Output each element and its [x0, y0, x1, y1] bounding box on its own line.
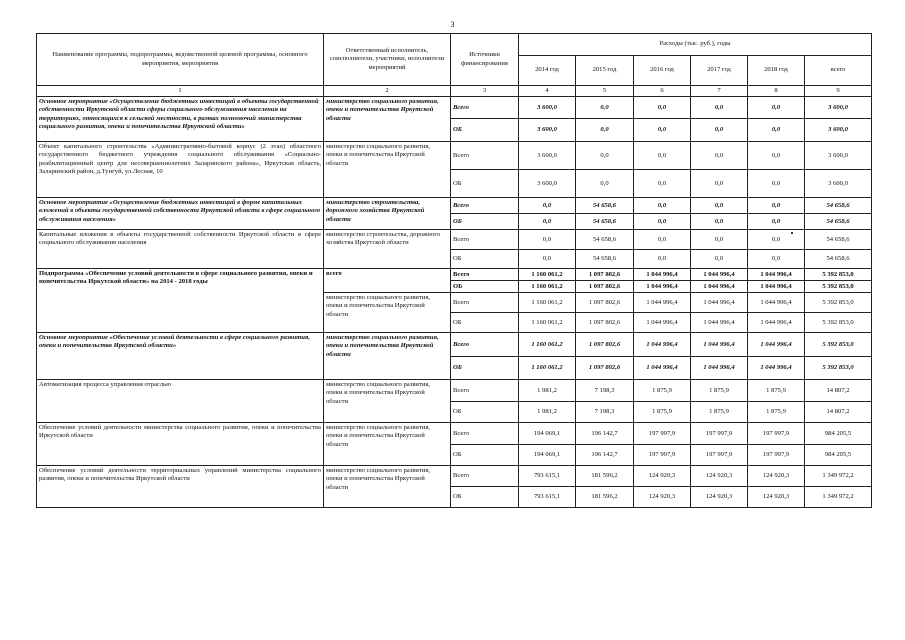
column-number: 6 [634, 86, 691, 97]
table-row [37, 466, 872, 487]
value-year: 1 981,2 [519, 380, 576, 402]
value-year: 54 658,6 [576, 250, 634, 269]
value-total: 3 600,0 [805, 142, 872, 170]
value-total: 1 349 972,2 [805, 466, 872, 487]
item-executor: министерство социального развития, опеки и попечительства Иркутской области [324, 142, 451, 198]
value-year: 1 044 996,4 [691, 333, 748, 357]
value-year: 3 600,0 [519, 97, 576, 119]
value-year: 0,0 [748, 214, 805, 230]
value-year: 1 097 802,6 [576, 293, 634, 313]
value-year: 1 160 061,2 [519, 269, 576, 281]
item-name: Капитальные вложения в объекты государственной собственности Иркутской области в сфере социального обслуживания населения [37, 230, 324, 269]
value-year: 1 981,2 [519, 402, 576, 423]
value-year: 0,0 [576, 119, 634, 142]
value-year: 194 069,1 [519, 445, 576, 466]
header-name: Наименование программы, подпрограммы, ведомственной целевой программы, основного мероприятия, мероприятия [37, 34, 324, 86]
header-executor: Ответственный исполнитель, соисполнители, участники, исполнители мероприятий [324, 34, 451, 86]
value-total: 3 600,0 [805, 97, 872, 119]
header-row [37, 34, 872, 56]
table-row [37, 142, 872, 170]
item-executor: министерство социального развития, опеки и попечительства Иркутской области [324, 333, 451, 380]
value-year: 1 875,9 [691, 402, 748, 423]
item-executor: министерство социального развития, опеки и попечительства Иркутской области [324, 380, 451, 423]
value-year: 0,0 [519, 230, 576, 250]
value-year: 0,0 [748, 198, 805, 214]
value-year: 0,0 [634, 214, 691, 230]
subprogram-name: Подпрограмма «Обеспечение условий деятельности в сфере социального развития, опеки и попечительства Иркутской области» на 2014 - 2018 годы [37, 269, 324, 333]
value-total: 5 392 853,0 [805, 281, 872, 293]
value-year: 1 044 996,4 [748, 357, 805, 380]
funding-source: Всего [451, 293, 519, 313]
value-year: 3 600,0 [519, 170, 576, 198]
value-year: 196 142,7 [576, 423, 634, 445]
value-year: 54 658,6 [576, 214, 634, 230]
value-year: 124 920,3 [748, 466, 805, 487]
funding-source: Всего [451, 230, 519, 250]
value-year: 0,0 [519, 198, 576, 214]
value-year: 181 596,2 [576, 487, 634, 508]
item-name: Основное мероприятие «Осуществление бюджетных инвестиций в форме капитальных вложений в объекты государственной собственности Иркутской области в сфере социального обслуживания населения» [37, 198, 324, 230]
funding-source: Всего [451, 142, 519, 170]
column-number: 9 [805, 86, 872, 97]
value-year: 1 044 996,4 [691, 313, 748, 333]
value-year: 0,0 [691, 170, 748, 198]
value-year: 0,0 [576, 97, 634, 119]
value-year: 1 044 996,4 [748, 313, 805, 333]
value-year: 3 600,0 [519, 142, 576, 170]
funding-source: ОБ [451, 119, 519, 142]
value-year: 0,0 [634, 198, 691, 214]
value-year: 181 596,2 [576, 466, 634, 487]
value-year: 197 997,9 [748, 423, 805, 445]
value-year: 1 044 996,4 [634, 269, 691, 281]
value-year: 1 875,9 [634, 380, 691, 402]
value-year: 1 875,9 [634, 402, 691, 423]
funding-source: ОБ [451, 281, 519, 293]
value-year: 124 920,3 [634, 487, 691, 508]
value-year: 197 997,9 [634, 423, 691, 445]
item-name: Основное мероприятие «Обеспечение условий деятельности в сфере социального развития, опеки и попечительства Иркутской области» [37, 333, 324, 380]
value-year: 1 044 996,4 [748, 281, 805, 293]
item-executor: министерство социального развития, опеки и попечительства Иркутской области [324, 423, 451, 466]
value-total: 3 600,0 [805, 119, 872, 142]
item-executor: министерство строительства, дорожного хозяйства Иркутской области [324, 230, 451, 269]
value-year: 0,0 [634, 170, 691, 198]
value-year: 0,0 [576, 142, 634, 170]
value-total: 5 392 853,0 [805, 293, 872, 313]
item-executor: министерство социального развития, опеки и попечительства Иркутской области [324, 293, 451, 333]
item-name: Обеспечение условий деятельности территориальных управлений министерства социального развития, опеки и попечительства Иркутской области [37, 466, 324, 508]
item-name: Обеспечение условий деятельности министерства социального развития, опеки и попечительства Иркутской области [37, 423, 324, 466]
value-year: 3 600,0 [519, 119, 576, 142]
value-year: 1 160 061,2 [519, 333, 576, 357]
value-total: 54 658,6 [805, 230, 872, 250]
value-total: 984 205,5 [805, 445, 872, 466]
value-year: 1 044 996,4 [691, 281, 748, 293]
value-total: 1 349 972,2 [805, 487, 872, 508]
value-total: 14 807,2 [805, 380, 872, 402]
value-year: 0,0 [748, 170, 805, 198]
value-year: 0,0 [748, 142, 805, 170]
page-number: 3 [450, 20, 455, 29]
table-row [37, 269, 872, 281]
value-total: 5 392 853,0 [805, 357, 872, 380]
value-year: 0,0 [634, 250, 691, 269]
value-year: 1 875,9 [748, 402, 805, 423]
item-executor: министерство социального развития, опеки и попечительства Иркутской области [324, 97, 451, 142]
value-year: 0,0 [691, 119, 748, 142]
value-year: 54 658,6 [576, 198, 634, 214]
header-total: всего [805, 56, 872, 86]
value-year: 0,0 [691, 142, 748, 170]
value-year: 1 044 996,4 [748, 293, 805, 313]
value-year: 0,0 [691, 198, 748, 214]
header-year: 2015 год [576, 56, 634, 86]
value-year: 0,0 [691, 214, 748, 230]
budget-table [36, 33, 872, 508]
header-year: 2014 год [519, 56, 576, 86]
value-year: 1 875,9 [691, 380, 748, 402]
value-year: 0,0 [748, 97, 805, 119]
column-number: 2 [324, 86, 451, 97]
value-year: 1 160 061,2 [519, 357, 576, 380]
value-total: 54 658,6 [805, 250, 872, 269]
value-total: 54 658,6 [805, 214, 872, 230]
item-name: Объект капитального строительства «Административно-бытовой корпус (2 этап) областного государственного бюджетного учреждения социального обслуживания «Социально-реабилитационный центр для несовершеннолетних Заларинского района», Иркутская область, Заларинский район, д.Тунгуй, ул.Лесная, 10 [37, 142, 324, 198]
value-year: 0,0 [691, 230, 748, 250]
value-year: 1 044 996,4 [634, 357, 691, 380]
header-year: 2017 год [691, 56, 748, 86]
value-year: 793 615,1 [519, 466, 576, 487]
value-year: 0,0 [634, 230, 691, 250]
column-number: 4 [519, 86, 576, 97]
value-year: 0,0 [634, 97, 691, 119]
table-row [37, 333, 872, 357]
table-row [37, 380, 872, 402]
value-year: 7 198,3 [576, 402, 634, 423]
value-year: 0,0 [519, 250, 576, 269]
funding-source: ОБ [451, 357, 519, 380]
item-executor: министерство строительства, дорожного хозяйства Иркутской области [324, 198, 451, 230]
value-year: 1 044 996,4 [634, 313, 691, 333]
value-year: 197 997,9 [634, 445, 691, 466]
value-year: 1 044 996,4 [748, 333, 805, 357]
value-year: 54 658,6 [576, 230, 634, 250]
value-year: 124 920,3 [748, 487, 805, 508]
value-year: 0,0 [576, 170, 634, 198]
table-row [37, 198, 872, 214]
value-total: 5 392 853,0 [805, 313, 872, 333]
table-row [37, 423, 872, 445]
value-year: 1 044 996,4 [634, 281, 691, 293]
value-year: 1 044 996,4 [691, 357, 748, 380]
value-year: 0,0 [691, 250, 748, 269]
column-number: 8 [748, 86, 805, 97]
funding-source: ОБ [451, 487, 519, 508]
value-year: 1 044 996,4 [634, 333, 691, 357]
value-year: 1 160 061,2 [519, 313, 576, 333]
value-year: 7 198,3 [576, 380, 634, 402]
value-year: 124 920,3 [691, 466, 748, 487]
table-row [37, 97, 872, 119]
value-year: 1 044 996,4 [691, 269, 748, 281]
value-year: 0,0 [519, 214, 576, 230]
header-year: 2018 год [748, 56, 805, 86]
value-year: 1 097 802,6 [576, 269, 634, 281]
value-year: 197 997,9 [691, 445, 748, 466]
value-total: 984 205,5 [805, 423, 872, 445]
value-year: 1 875,9 [748, 380, 805, 402]
value-year: 793 615,1 [519, 487, 576, 508]
item-name: Основное мероприятие «Осуществление бюджетных инвестиций в объекты государственной собственности Иркутской области сферы социального обслуживания населения на территориях, относящихся к сельской местности, в рамках полномочий министерства социального развития, опеки и попечительства Иркутской области» [37, 97, 324, 142]
column-number: 7 [691, 86, 748, 97]
value-year: 0,0 [634, 142, 691, 170]
table-row [37, 230, 872, 250]
value-year: 124 920,3 [634, 466, 691, 487]
value-year: 197 997,9 [691, 423, 748, 445]
value-year: 1 160 061,2 [519, 281, 576, 293]
funding-source: ОБ [451, 170, 519, 198]
value-total: 3 600,0 [805, 170, 872, 198]
funding-source: Всего [451, 423, 519, 445]
funding-source: Всего [451, 333, 519, 357]
funding-source: ОБ [451, 214, 519, 230]
column-number: 5 [576, 86, 634, 97]
value-year: 124 920,3 [691, 487, 748, 508]
value-total: 54 658,6 [805, 198, 872, 214]
column-number: 3 [451, 86, 519, 97]
value-total: 14 807,2 [805, 402, 872, 423]
column-number: 1 [37, 86, 324, 97]
value-year: 1 097 802,6 [576, 281, 634, 293]
header-expenses: Расходы (тыс. руб.), годы [519, 34, 872, 56]
funding-source: Всего [451, 97, 519, 119]
value-year: 1 160 061,2 [519, 293, 576, 313]
value-year: 0,0 [748, 230, 805, 250]
item-executor: министерство социального развития, опеки и попечительства Иркутской области [324, 466, 451, 508]
value-total: 5 392 853,0 [805, 269, 872, 281]
value-year: 197 997,9 [748, 445, 805, 466]
header-year: 2016 год [634, 56, 691, 86]
value-year: 0,0 [634, 119, 691, 142]
funding-source: ОБ [451, 250, 519, 269]
funding-source: ОБ [451, 445, 519, 466]
item-executor: всего [324, 269, 451, 293]
value-year: 1 097 802,6 [576, 313, 634, 333]
value-year: 1 044 996,4 [748, 269, 805, 281]
funding-source: Всего [451, 269, 519, 281]
value-year: 0,0 [748, 250, 805, 269]
column-numbers-row [37, 86, 872, 97]
scan-speck [791, 232, 793, 234]
value-year: 1 044 996,4 [691, 293, 748, 313]
item-name: Автоматизация процесса управления отраслью [37, 380, 324, 423]
funding-source: Всего [451, 466, 519, 487]
value-year: 0,0 [748, 119, 805, 142]
value-total: 5 392 853,0 [805, 333, 872, 357]
value-year: 194 069,1 [519, 423, 576, 445]
header-source: Источники финансирования [451, 34, 519, 86]
funding-source: Всего [451, 380, 519, 402]
value-year: 1 097 802,6 [576, 333, 634, 357]
value-year: 0,0 [691, 97, 748, 119]
value-year: 1 044 996,4 [634, 293, 691, 313]
funding-source: Всего [451, 198, 519, 214]
funding-source: ОБ [451, 402, 519, 423]
value-year: 196 142,7 [576, 445, 634, 466]
funding-source: ОБ [451, 313, 519, 333]
value-year: 1 097 802,6 [576, 357, 634, 380]
